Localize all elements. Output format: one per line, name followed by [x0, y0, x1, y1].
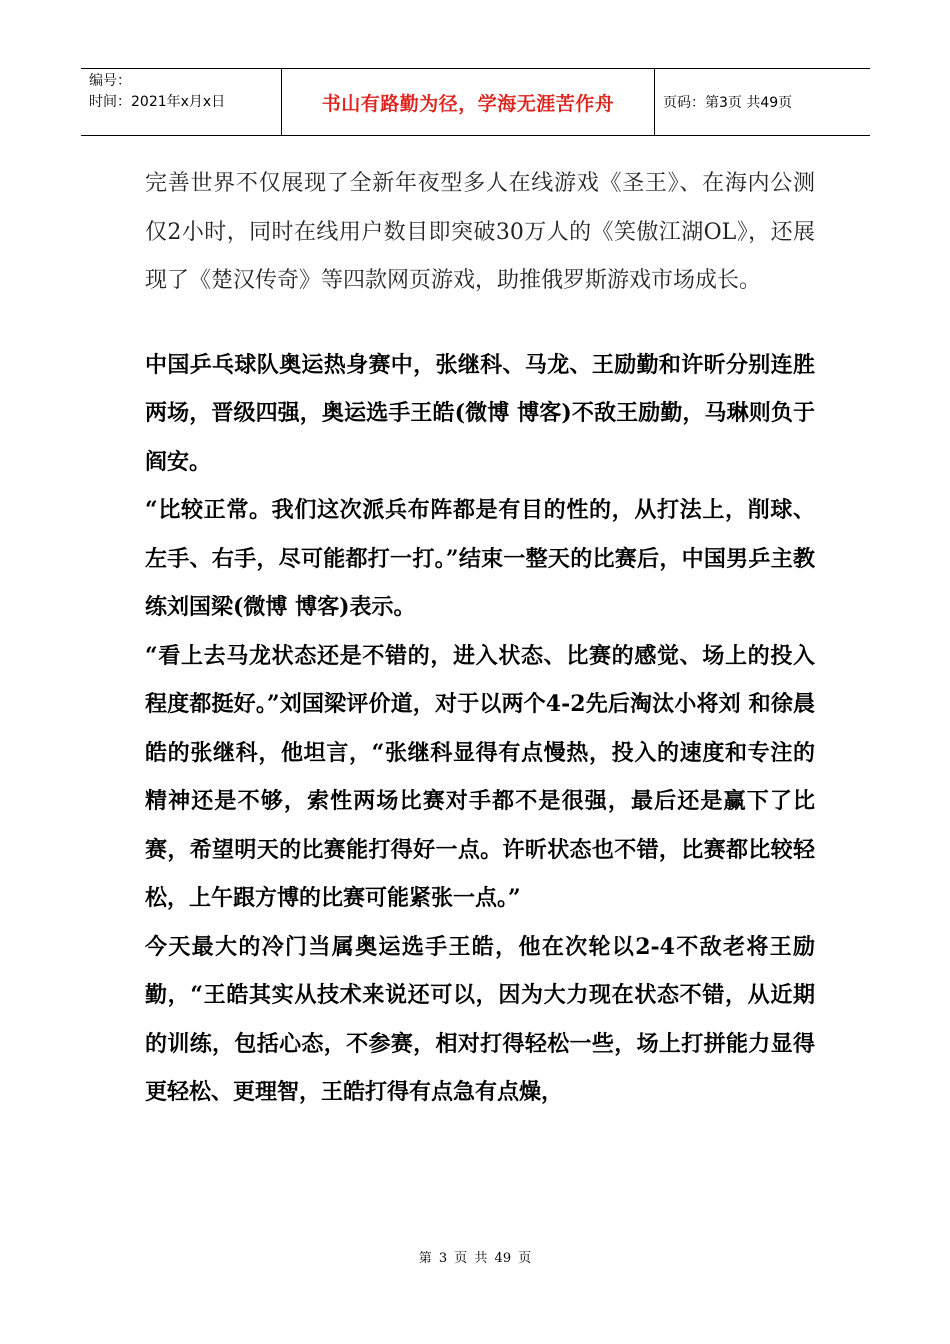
document-number-label: 编号：	[89, 73, 131, 89]
article-paragraph: “看上去马龙状态还是不错的，进入状态、比赛的感觉、场上的投入程度都挺好。”刘国梁评价道，对于以两个4-2先后淘汰小将刘 和徐晨皓的张继科，他坦言，“张继科显得有点慢热，投入的速度和专注的精神还是不够，索性两场比赛对手都不是很强，最后还是赢下了比赛，希望明天的比赛能打得好一点。许昕状态也不错，比赛都比较轻松，上午跟方博的比赛可能紧张一点。”	[145, 642, 815, 911]
motto-text: 书山有路勤为径，学海无涯苦作舟	[321, 92, 615, 115]
article-paragraph: 中国乒乓球队奥运热身赛中，张继科、马龙、王励勤和许昕分别连胜两场，晋级四强，奥运选手王皓(微博 博客)不敌王励勤，马琳则负于阎安。	[145, 351, 815, 475]
page-header	[81, 68, 870, 136]
header-motto	[282, 69, 655, 135]
header-page-info	[655, 69, 870, 135]
page-footer	[0, 1247, 950, 1266]
article-paragraph: 今天最大的冷门当属奥运选手王皓，他在次轮以2-4不敌老将王励勤，“王皓其实从技术来说还可以，因为大力现在状态不错，从近期的训练，包括心态，不参赛，相对打得轻松一些，场上打拼能力显得更轻松、更理智，王皓打得有点急有点燥，	[145, 933, 815, 1105]
document-body	[145, 160, 815, 1117]
footer-page-number: 第 3 页 共 49 页	[418, 1251, 532, 1266]
page-info-text: 页码：第3页 共49页	[663, 95, 793, 111]
header-meta	[81, 69, 282, 135]
document-time-label: 时间：2021年x月x日	[89, 94, 226, 110]
article-paragraph: “比较正常。我们这次派兵布阵都是有目的性的，从打法上，削球、左手、右手，尽可能都打一打。”结束一整天的比赛后，中国男乒主教练刘国梁(微博 博客)表示。	[145, 497, 815, 620]
intro-paragraph: 完善世界不仅展现了全新年夜型多人在线游戏《圣王》、在海内公测仅2小时，同时在线用户数目即突破30万人的《笑傲江湖OL》，还展现了《楚汉传奇》等四款网页游戏，助推俄罗斯游戏市场成长。	[145, 171, 815, 293]
paragraph-gap	[145, 306, 815, 341]
